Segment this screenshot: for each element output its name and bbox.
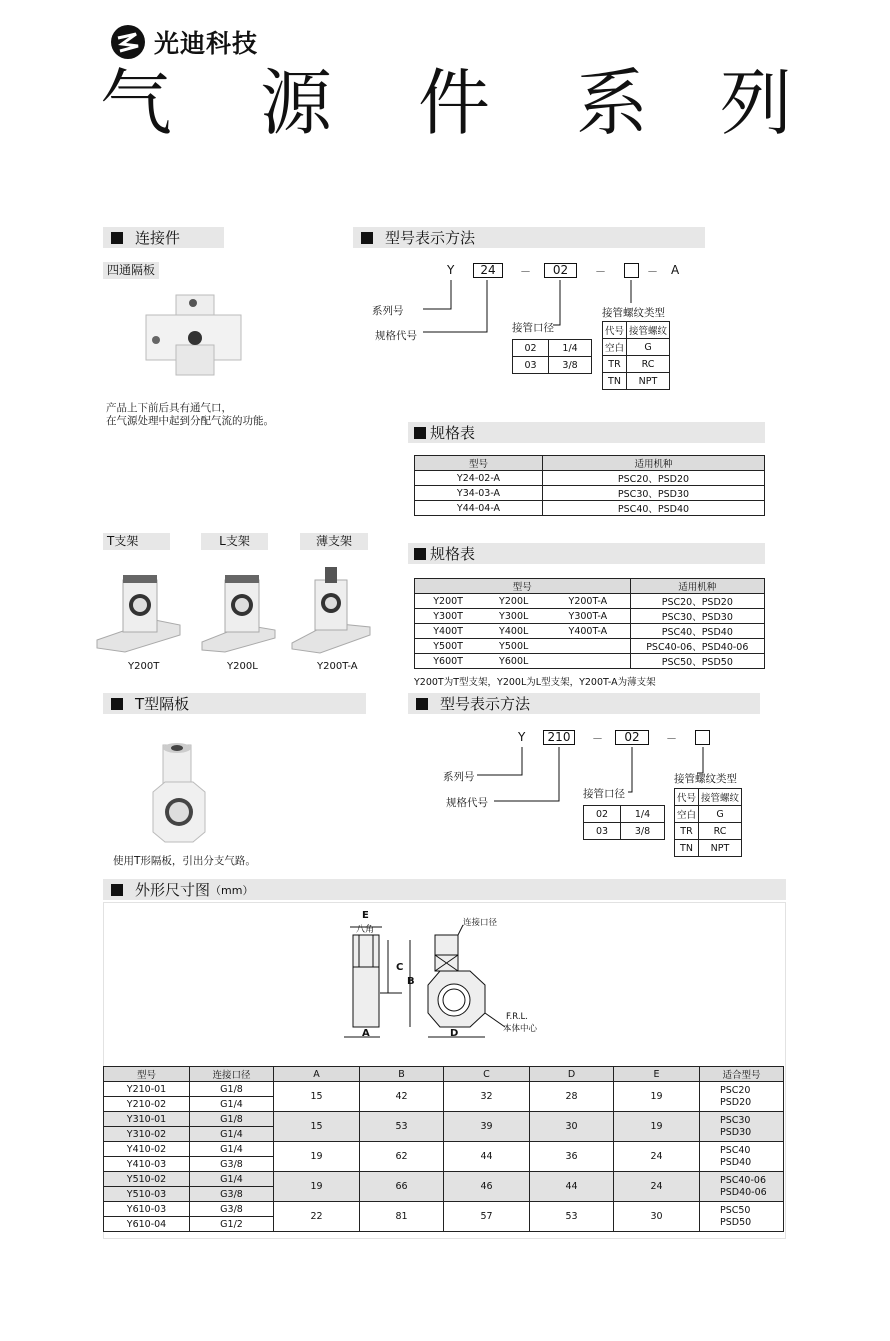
dim-label-d: D — [450, 1028, 459, 1039]
table-row: Y210-01 G1/8 15 42 32 28 19 PSC20 PSD20 — [104, 1082, 784, 1097]
tplate-desc: 使用T形隔板，引出分支气路。 — [113, 855, 256, 867]
brand-name: 光迪科技 — [154, 29, 259, 58]
model1-series-label: 系列号 — [372, 305, 404, 317]
table-row: TR RC — [675, 823, 742, 840]
model2-dash2: － — [666, 732, 677, 745]
table-row: Y610-03 G3/8 22 81 57 53 30 PSC50 PSD50 — [104, 1202, 784, 1217]
table-row: Y410-02 G1/4 19 62 44 36 24 PSC40 PSD40 — [104, 1142, 784, 1157]
table-row: 空白 G — [603, 339, 670, 356]
table-row: TR RC — [603, 356, 670, 373]
table-row: 03 3/8 — [584, 823, 665, 840]
model1-thread-label: 接管螺纹类型 — [602, 307, 665, 319]
dims-table — [103, 1066, 784, 1232]
connector-heading: 连接件 — [103, 227, 224, 248]
dim-label-b: B — [407, 976, 415, 987]
table-row: 02 1/4 — [513, 340, 592, 357]
tplate-heading: T型隔板 — [103, 693, 366, 714]
dim-label-e: E — [362, 910, 369, 921]
model2-spec-box: 210 — [543, 730, 575, 745]
bracket-caption-t: Y200T — [128, 661, 160, 672]
dim-label-c: C — [396, 962, 404, 973]
model1-port-label: 接管口径 — [512, 322, 554, 334]
dim-label-frl: F.R.L. — [506, 1012, 528, 1022]
spec1-heading: 规格表 — [408, 422, 765, 443]
dim-label-center: 本体中心 — [503, 1024, 538, 1034]
model1-suffix: A — [671, 263, 680, 277]
fit-cell: PSC20 PSD20 — [700, 1082, 784, 1112]
table-row: Y510-02 G1/4 19 66 46 44 24 PSC40-06 PSD40-06 — [104, 1172, 784, 1187]
spec2-note: Y200T为T型支架，Y200L为L型支架，Y200T-A为薄支架 — [414, 677, 656, 688]
model1-dash1: － — [520, 265, 531, 278]
fit-cell: PSC30 PSD30 — [700, 1112, 784, 1142]
model2-heading: 型号表示方法 — [408, 693, 760, 714]
table-row: Y44-04-A PSC40、PSD40 — [415, 501, 765, 516]
table-row: 型号 适用机种 — [415, 456, 765, 471]
title-char: 件 — [418, 61, 491, 145]
table-row: 型号 连接口径 A B C D E 适合型号 — [104, 1067, 784, 1082]
model2-spec-label: 规格代号 — [446, 797, 488, 809]
fit-cell: PSC40-06 PSD40-06 — [700, 1172, 784, 1202]
table-row: TN NPT — [603, 373, 670, 390]
title-char: 源 — [260, 61, 333, 145]
table-row: Y400T Y400L Y400T-A PSC40、PSD40 — [415, 624, 765, 639]
dims-heading: 外形尺寸图 （mm） — [103, 879, 786, 900]
fit-cell: PSC50 PSD50 — [700, 1202, 784, 1232]
table-row: 03 3/8 — [513, 357, 592, 374]
table-row: 型号 适用机种 — [415, 579, 765, 594]
table-row: Y310-01 G1/8 15 53 39 30 19 PSC30 PSD30 — [104, 1112, 784, 1127]
table-row: Y24-02-A PSC20、PSD20 — [415, 471, 765, 486]
table-row: Y34-03-A PSC30、PSD30 — [415, 486, 765, 501]
model1-dash3: － — [647, 265, 658, 278]
model2-y: Y — [518, 730, 526, 744]
table-row: 02 1/4 — [584, 806, 665, 823]
bracket-label-thin: 薄支架 — [300, 533, 368, 550]
title-char: 气 — [100, 61, 173, 145]
connector-desc-1: 产品上下前后具有通气口， — [106, 402, 232, 414]
connector-item-label: 四通隔板 — [103, 262, 159, 279]
model2-dash1: － — [592, 732, 603, 745]
table-row: Y200T Y200L Y200T-A PSC20、PSD20 — [415, 594, 765, 609]
table-row: 空白 G — [675, 806, 742, 823]
bracket-caption-l: Y200L — [227, 661, 258, 672]
table-row: Y600T Y600L PSC50、PSD50 — [415, 654, 765, 669]
model2-port-box: 02 — [615, 730, 649, 745]
table-row: 代号 接管螺纹 — [675, 789, 742, 806]
model1-port-box: 02 — [544, 263, 577, 278]
table-row: Y510-03 G3/8 — [104, 1187, 784, 1202]
model1-spec-box: 24 — [473, 263, 503, 278]
table-row: Y310-02 G1/4 — [104, 1127, 784, 1142]
model1-heading: 型号表示方法 — [353, 227, 705, 248]
model2-port-label: 接管口径 — [583, 788, 625, 800]
title-char: 系 — [576, 61, 649, 145]
dim-label-a: A — [362, 1028, 370, 1039]
table-row: Y300T Y300L Y300T-A PSC30、PSD30 — [415, 609, 765, 624]
model2-series-label: 系列号 — [443, 771, 475, 783]
model1-y: Y — [447, 263, 455, 277]
bracket-label-t: T支架 — [103, 533, 170, 550]
dim-label-oct: 八角 — [356, 925, 375, 935]
table-row: Y410-03 G3/8 — [104, 1157, 784, 1172]
model1-dash2: － — [595, 265, 606, 278]
title-char: 列 — [720, 61, 793, 145]
dim-label-port: 连接口径 — [463, 918, 498, 928]
table-row: Y500T Y500L PSC40-06、PSD40-06 — [415, 639, 765, 654]
model2-thread-table — [674, 788, 742, 857]
model1-spec-label: 规格代号 — [375, 330, 417, 342]
fit-cell: PSC40 PSD40 — [700, 1142, 784, 1172]
model2-thread-label: 接管螺纹类型 — [674, 773, 737, 785]
spec2-heading: 规格表 — [408, 543, 765, 564]
table-row: Y210-02 G1/4 — [104, 1097, 784, 1112]
model2-port-table — [583, 805, 665, 840]
connector-desc-2: 在气源处理中起到分配气流的功能。 — [106, 415, 274, 427]
bracket-label-l: L支架 — [201, 533, 268, 550]
table-row: 代号 接管螺纹 — [603, 322, 670, 339]
bracket-caption-thin: Y200T-A — [317, 661, 358, 672]
table-row: TN NPT — [675, 840, 742, 857]
table-row: Y610-04 G1/2 — [104, 1217, 784, 1232]
